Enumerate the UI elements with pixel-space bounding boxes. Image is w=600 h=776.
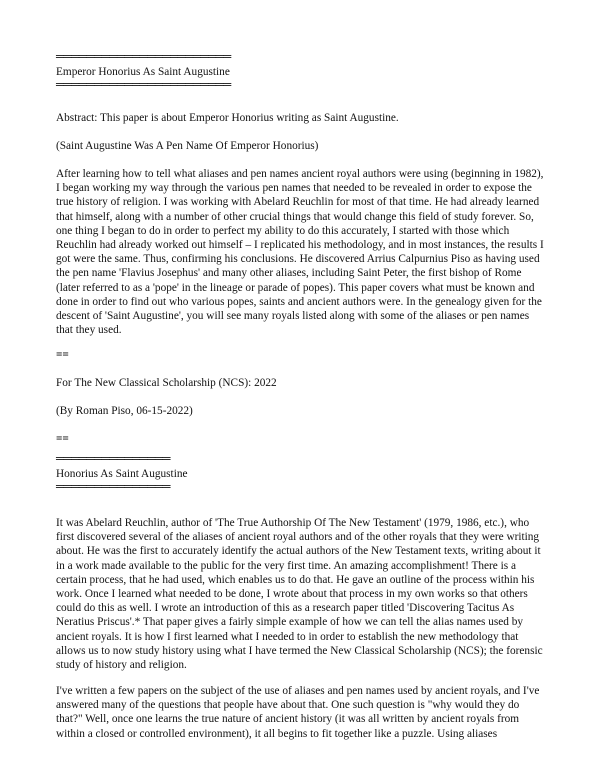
body-paragraph-reuchlin: It was Abelard Reuchlin, author of 'The True Authorship Of The New Testament' (1979, 1986, etc.), who first discovered several of the aliases of ancient royal authors and of the other royals that they were writing about. He was the first to accurately identify the actual authors of the New Testament texts, writing about it in a work made available to the public for the very first time. An amazing accomplishment! There is a certain process, that he had used, which enables us to do that. He gave an outline of the process within his work. Once I learned what needed to be done, I wrote about that process in my own works so that others could do this as well. I wrote an introduction of this as a research paper titled 'Discovering Tacitus As Neratius Priscus'.* That paper gives a fairly simple example of how we can tell the alias names used by ancient royals. It is how I first learned what I needed to in order to establish the new methodology that allows us to now study history using what I have termed the New Classical Scholarship (NCS); the forensic study of history and religion. <box>56 517 543 672</box>
section-header <box>56 453 544 493</box>
header-rule-bottom: ═══════════════════════ <box>56 79 231 92</box>
publication-line: For The New Classical Scholarship (NCS): 2022 <box>56 377 277 389</box>
document-header <box>56 51 544 91</box>
intro-paragraph: After learning how to tell what aliases and pen names ancient royal authors were using (beginning in 1982), I began working my way through the various pen names that needed to be revealed in order to expose the true history of religion. I was working with Abelard Reuchlin for most of that time. He had already learned that himself, along with a number of other crucial things that would change this field of study forever. So, one thing I began to do in order to perfect my ability to do this accurately, I started with those which Reuchlin had already worked out himself – I replicated his methodology, and in most instances, the results I got were the same. Thus, confirming his conclusions. He discovered Arrius Calpurnius Piso as having used the pen name 'Flavius Josephus' and many other aliases, including Saint Peter, the first bishop of Rome (later referred to as a 'pope' in the lineage or parade of popes). This paper covers what must be known and done in order to find out who various popes, saints and ancient authors were. In the genealogy given for the descent of 'Saint Augustine', you will see many royals listed along with some of the aliases or pen names that they used. <box>56 168 544 337</box>
header-rule-top: ═══════════════════════ <box>56 51 231 63</box>
section-title: Honorius As Saint Augustine <box>56 468 188 480</box>
section-rule-top: ═══════════════ <box>56 453 171 465</box>
byline: (By Roman Piso, 06-15-2022) <box>56 405 193 417</box>
abstract: Abstract: This paper is about Emperor Honorius writing as Saint Augustine. <box>56 112 399 124</box>
separator: == <box>56 349 69 361</box>
subtitle: (Saint Augustine Was A Pen Name Of Emperor Honorius) <box>56 140 319 152</box>
document-title: Emperor Honorius As Saint Augustine <box>56 66 230 78</box>
separator: == <box>56 433 69 445</box>
body-paragraph-aliases: I've written a few papers on the subject of the use of aliases and pen names used by ancient royals, and I've answered many of the questions that people have about that. One such question is "why would they do that?" Well, once one learns the true nature of ancient history (it was all written by ancient royals from within a closed or controlled environment), it all begins to fit together like a puzzle. Using aliases <box>56 685 540 740</box>
section-rule-bottom: ═══════════════ <box>56 481 171 494</box>
